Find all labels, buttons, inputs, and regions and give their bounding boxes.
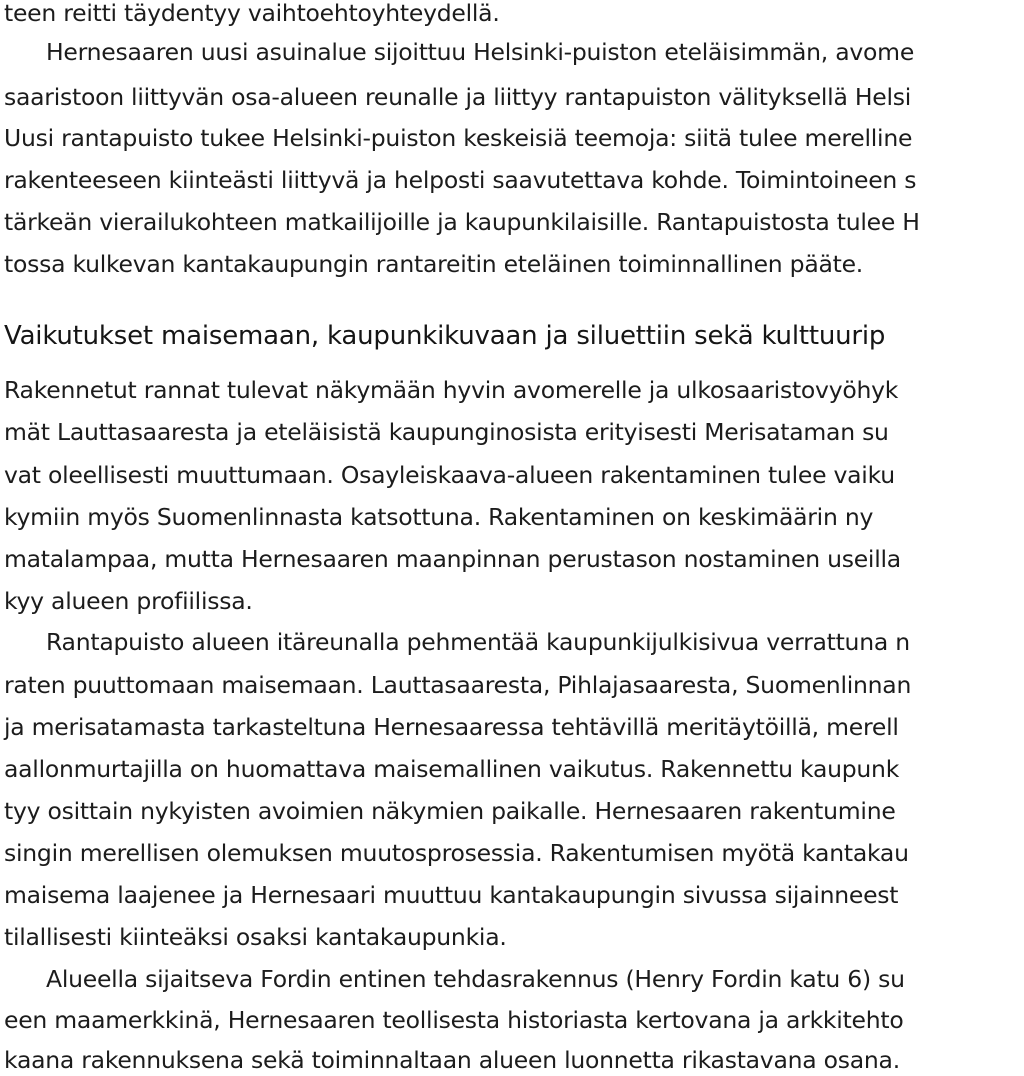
section-line-1: Rakennetut rannat tulevat näkymään hyvin avomerelle ja ulkosaaristovyöhyk	[4, 376, 899, 404]
section-line-8: raten puuttomaan maisemaan. Lauttasaaresta, Pihlajasaaresta, Suomenlinnan	[4, 671, 912, 699]
section-line-3: vat oleellisesti muuttumaan. Osayleiskaava-alueen rakentaminen tulee vaiku	[4, 461, 895, 489]
intro-line-4: Uusi rantapuisto tukee Helsinki-puiston keskeisiä teemoja: siitä tulee merelline	[4, 124, 913, 152]
section-line-13: maisema laajenee ja Hernesaari muuttuu kantakaupungin sivussa sijainneest	[4, 881, 899, 909]
section-line-4: kymiin myös Suomenlinnasta katsottuna. Rakentaminen on keskimäärin ny	[4, 503, 874, 531]
intro-paragraph-first-line: Hernesaaren uusi asuinalue sijoittuu Helsinki-puiston eteläisimmän, avome	[46, 38, 915, 66]
paragraph-2-first-line: Rantapuisto alueen itäreunalla pehmentää kaupunkijulkisivua verrattuna n	[46, 628, 910, 656]
section-line-14: tilallisesti kiinteäksi osaksi kantakaupunkia.	[4, 923, 507, 951]
section-line-5: matalampaa, mutta Hernesaaren maanpinnan perustason nostaminen useilla	[4, 545, 901, 573]
section-line-10: aallonmurtajilla on huomattava maisemallinen vaikutus. Rakennettu kaupunk	[4, 755, 900, 783]
section-line-6: kyy alueen profiilissa.	[4, 587, 253, 615]
section-heading: Vaikutukset maisemaan, kaupunkikuvaan ja siluettiin sekä kulttuurip	[4, 321, 886, 351]
intro-line-6: tärkeän vierailukohteen matkailijoille ja kaupunkilaisille. Rantapuistosta tulee H	[4, 208, 920, 236]
section-line-2: mät Lauttasaaresta ja eteläisistä kaupunginosista erityisesti Merisataman su	[4, 418, 889, 446]
section-line-12: singin merellisen olemuksen muutosprosessia. Rakentumisen myötä kantakau	[4, 839, 909, 867]
intro-line-5: rakenteeseen kiinteästi liittyvä ja helposti saavutettava kohde. Toimintoineen s	[4, 166, 917, 194]
paragraph-3-first-line: Alueella sijaitseva Fordin entinen tehdasrakennus (Henry Fordin katu 6) su	[46, 965, 905, 993]
intro-line-7: tossa kulkevan kantakaupungin rantareitin eteläinen toiminnallinen pääte.	[4, 250, 864, 278]
section-line-11: tyy osittain nykyisten avoimien näkymien paikalle. Hernesaaren rakentumine	[4, 797, 896, 825]
intro-line-1: teen reitti täydentyy vaihtoehtoyhteydellä.	[4, 0, 500, 27]
section-line-16: een maamerkkinä, Hernesaaren teollisesta historiasta kertovana ja arkkitehto	[4, 1006, 904, 1034]
section-line-17: kaana rakennuksena sekä toiminnaltaan alueen luonnetta rikastavana osana.	[4, 1046, 900, 1074]
intro-line-3: saaristoon liittyvän osa-alueen reunalle ja liittyy rantapuiston välityksellä Helsi	[4, 83, 912, 111]
section-line-9: ja merisatamasta tarkasteltuna Hernesaaressa tehtävillä meritäytöillä, merell	[4, 713, 899, 741]
